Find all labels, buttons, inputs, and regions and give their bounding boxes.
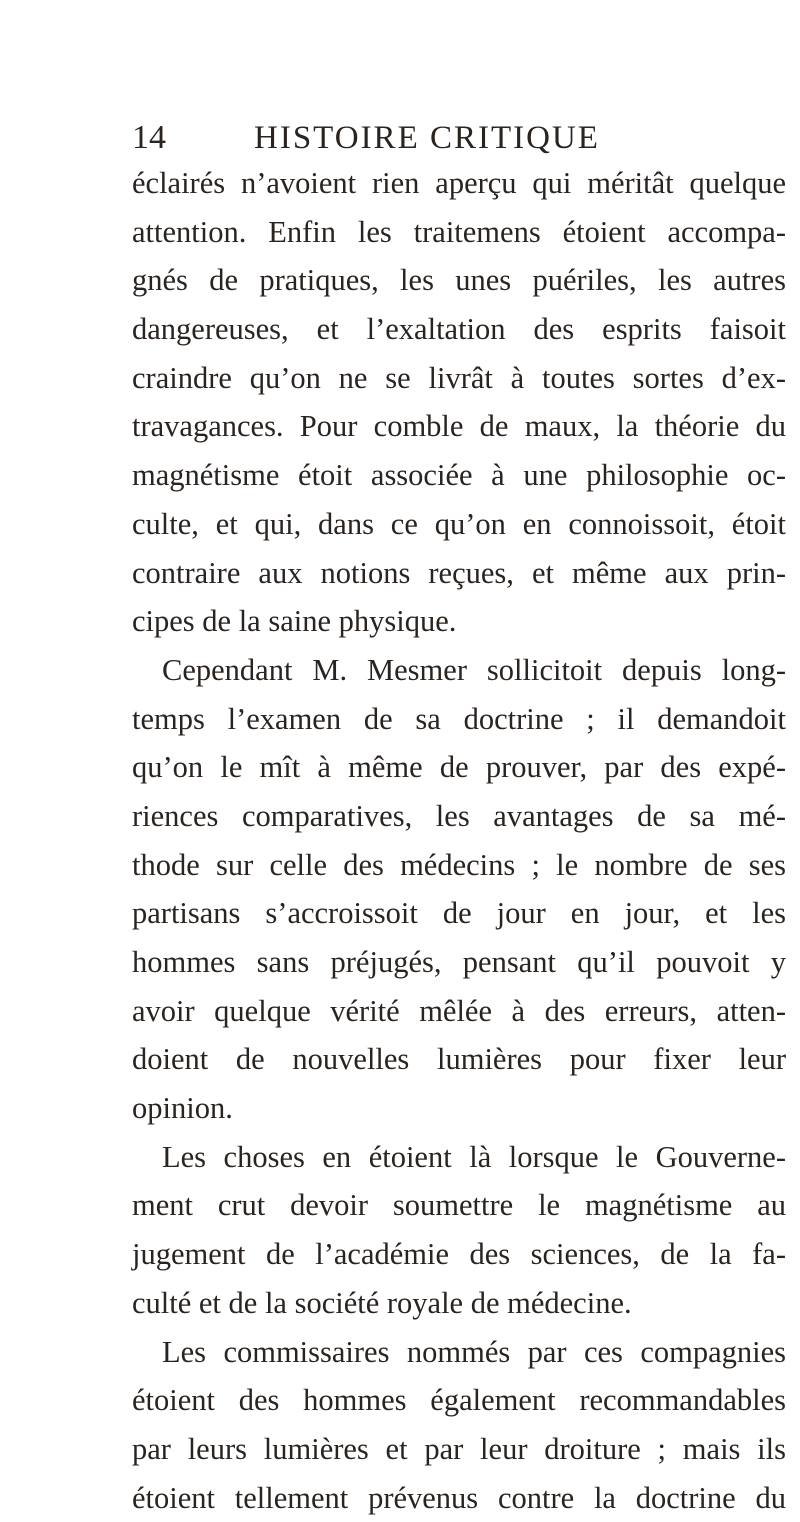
- text-line: ment crut devoir soumettre le magnétisme au: [132, 1188, 786, 1223]
- text-line: culté et de la société royale de médecine.: [132, 1285, 632, 1320]
- text-line: riences comparatives, les avantages de sa mé-: [132, 798, 786, 833]
- text-line: culte, et qui, dans ce qu’on en connoissoit, étoit: [132, 506, 786, 541]
- text-line: doient de nouvelles lumières pour fixer leur: [132, 1042, 786, 1077]
- text-line: thode sur celle des médecins ; le nombre de ses: [132, 847, 786, 882]
- text-line: Cependant M. Mesmer sollicitoit depuis long-: [162, 652, 786, 687]
- text-line: éclairés n’avoient rien aperçu qui méritât quelque: [132, 166, 786, 200]
- text-line: gnés de pratiques, les unes puériles, les autres: [132, 263, 786, 298]
- text-line: hommes sans préjugés, pensant qu’il pouvoit y: [132, 945, 786, 979]
- text-line: jugement de l’académie des sciences, de la fa-: [132, 1237, 786, 1272]
- body-text: [132, 159, 786, 1522]
- running-title: HISTOIRE CRITIQUE: [254, 120, 600, 156]
- text-line: opinion.: [132, 1091, 233, 1126]
- page-number: 14: [132, 119, 166, 156]
- text-line: contraire aux notions reçues, et même aux prin-: [132, 555, 786, 590]
- text-line: dangereuses, et l’exaltation des esprits faisoit: [132, 312, 786, 347]
- text-line: étoient des hommes également recommandables: [132, 1383, 786, 1418]
- text-line: travagances. Pour comble de maux, la théorie du: [132, 409, 786, 444]
- text-line: par leurs lumières et par leur droiture ; mais ils: [132, 1431, 786, 1466]
- text-line: avoir quelque vérité mêlée à des erreurs, atten-: [132, 993, 786, 1028]
- text-line: Les choses en étoient là lorsque le Gouverne-: [162, 1139, 786, 1174]
- page-header: [132, 118, 772, 158]
- text-line: partisans s’accroissoit de jour en jour, et les: [132, 896, 786, 931]
- text-line: cipes de la saine physique.: [132, 604, 457, 639]
- text-line: magnétisme étoit associée à une philosophie oc-: [132, 458, 786, 493]
- text-line: temps l’examen de sa doctrine ; il demandoit: [132, 701, 786, 736]
- text-line: craindre qu’on ne se livrât à toutes sortes d’ex-: [132, 360, 786, 395]
- text-line: attention. Enfin les traitemens étoient accompa-: [132, 214, 786, 249]
- text-line: Les commissaires nommés par ces compagnies: [162, 1334, 786, 1369]
- text-line: étoient tellement prévenus contre la doctrine du: [132, 1480, 786, 1515]
- text-line: qu’on le mît à même de prouver, par des expé-: [132, 750, 786, 785]
